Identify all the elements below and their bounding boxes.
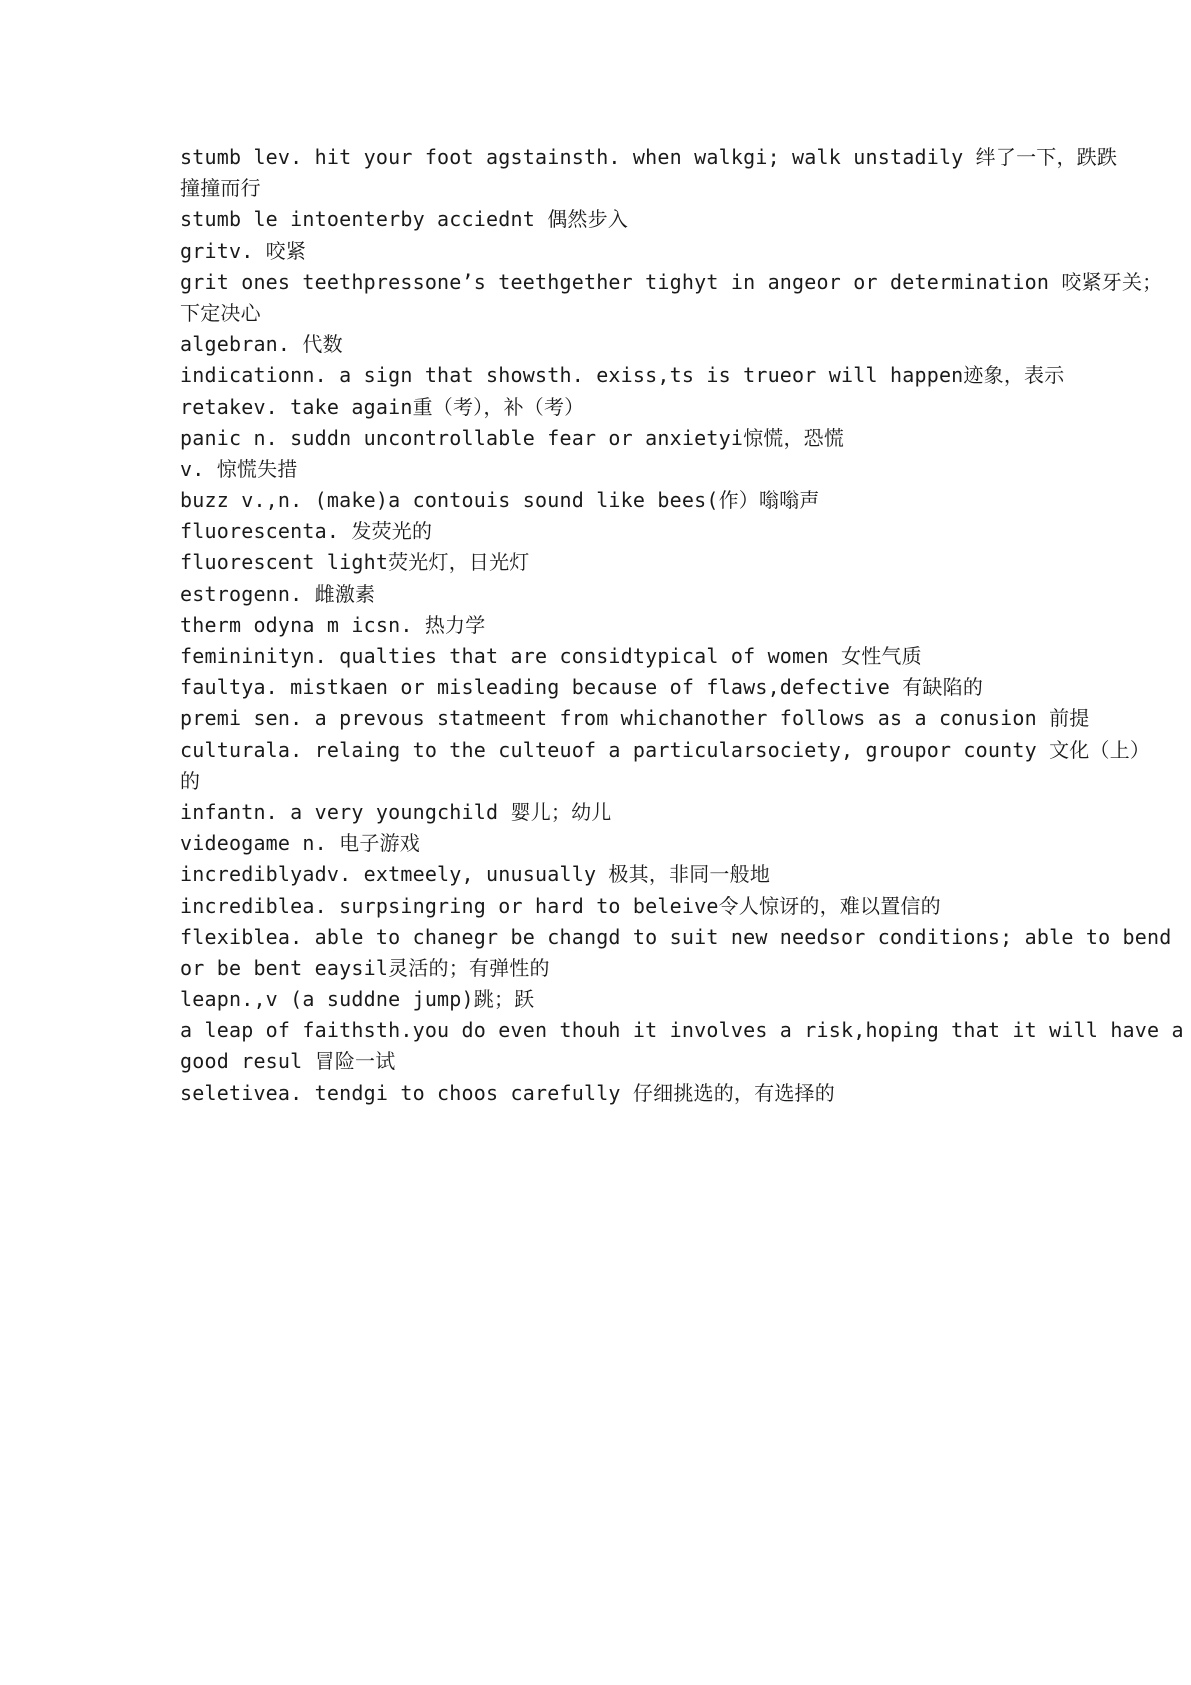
text-line: grit ones teethpressone’s teethgether tighyt in angeor or determination 咬紧牙关； <box>180 269 1163 294</box>
text-line: retakev. take again重（考），补（考） <box>180 394 585 419</box>
text-line: 下定决心 <box>180 300 261 325</box>
text-line: videogame n. 电子游戏 <box>180 831 420 856</box>
text-line: 撞撞而行 <box>180 176 261 201</box>
text-line: incrediblyadv. extmeely, unusually 极其，非同一般地 <box>180 862 771 887</box>
text-line: good resul 冒险一试 <box>180 1049 396 1074</box>
text-line: fluorescenta. 发荧光的 <box>180 519 433 544</box>
text-line: stumb lev. hit your foot agstainsth. when walkgi; walk unstadily 绊了一下，跌跌 <box>180 145 1118 169</box>
text-line: premi sen. a prevous statmeent from whichanother follows as a conusion 前提 <box>180 706 1090 731</box>
text-line: leapn.,v (a suddne jump)跳；跃 <box>180 987 535 1012</box>
text-line: estrogenn. 雌激素 <box>180 581 376 606</box>
text-line: gritv. 咬紧 <box>180 238 307 263</box>
text-line: faultya. mistkaen or misleading because of flaws,defective 有缺陷的 <box>180 675 984 700</box>
text-line: algebran. 代数 <box>180 332 343 357</box>
text-line: culturala. relaing to the culteuof a particularsociety, groupor county 文化（上） <box>180 737 1151 762</box>
text-line: a leap of faithsth.you do even thouh it involves a risk,hoping that it will have a <box>180 1018 1184 1043</box>
text-line: buzz v.,n. (make)a contouis sound like bees(作）嗡嗡声 <box>180 488 820 513</box>
text-line: fluorescent light荧光灯，日光灯 <box>180 550 530 575</box>
text-line: indicationn. a sign that showsth. exiss,ts is trueor will happen迹象，表示 <box>180 363 1065 388</box>
text-line: v. 惊慌失措 <box>180 456 298 481</box>
text-line: infantn. a very youngchild 婴儿；幼儿 <box>180 799 612 824</box>
text-line: incrediblea. surpsingring or hard to beleive令人惊讶的，难以置信的 <box>180 893 941 918</box>
text-line: or be bent eaysil灵活的；有弹性的 <box>180 955 550 980</box>
text-line: panic n. suddn uncontrollable fear or anxietyi惊慌，恐慌 <box>180 425 845 450</box>
text-line: flexiblea. able to chanegr be changd to suit new needsor conditions; able to bend <box>180 924 1172 949</box>
text-line: therm odyna m icsn. 热力学 <box>180 612 486 637</box>
text-line: 的 <box>180 768 201 793</box>
text-line: femininityn. qualties that are considtypical of women 女性气质 <box>180 644 922 668</box>
vocabulary-list <box>180 142 1184 1109</box>
text-line: stumb le intoenterby acciednt 偶然步入 <box>180 207 629 232</box>
text-line: seletivea. tendgi to choos carefully 仔细挑选的，有选择的 <box>180 1080 835 1105</box>
